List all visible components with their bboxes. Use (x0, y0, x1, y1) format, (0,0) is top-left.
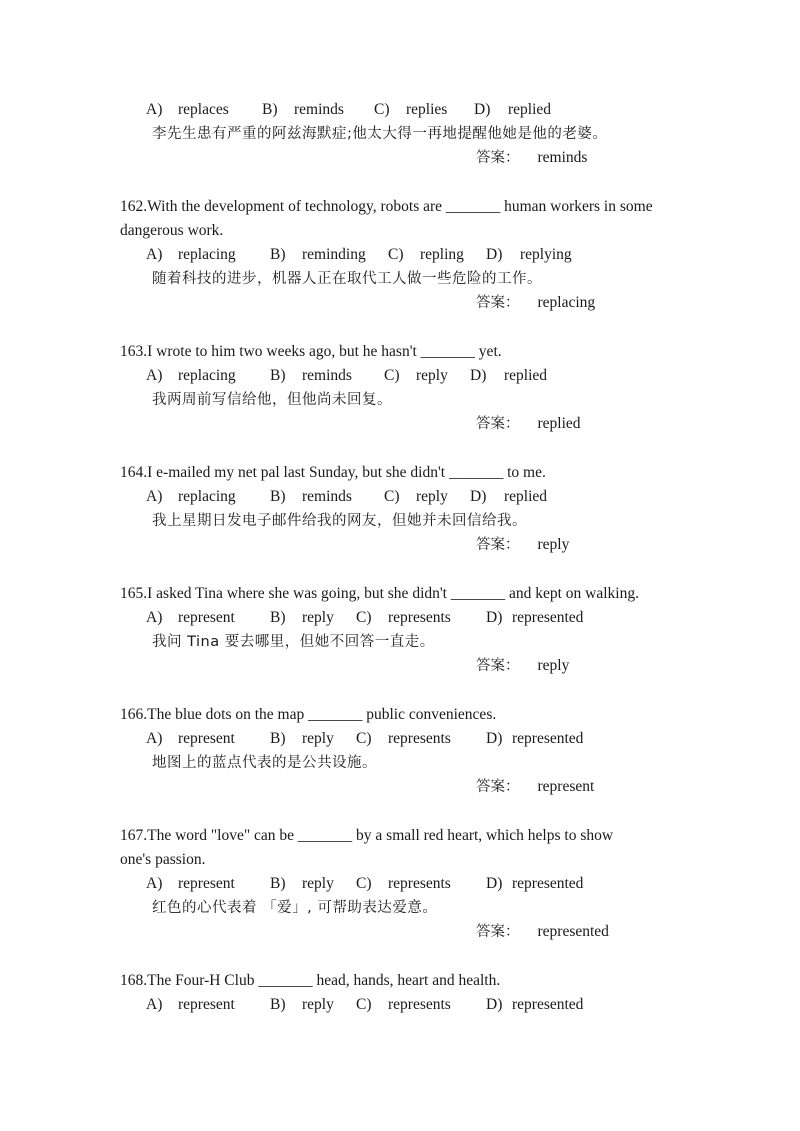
option-letter: B) (270, 488, 286, 505)
answer-line (476, 293, 595, 313)
answer-value: reply (537, 657, 570, 674)
option-letter: D) (486, 730, 503, 747)
question-text: 167.The word "love" can be _______ by a small red heart, which helps to show (120, 827, 614, 844)
answer-value: replied (537, 415, 581, 432)
option-letter: D) (474, 101, 491, 118)
option-text: represents (388, 875, 451, 892)
answer-value: replacing (537, 294, 596, 311)
option-text: replied (504, 367, 548, 384)
answer-line (476, 922, 609, 942)
translation: 我两周前写信给他，但他尚未回复。 (152, 392, 392, 408)
option-text: represent (178, 609, 235, 626)
answer-value: represent (537, 778, 595, 795)
option-text: represented (512, 730, 584, 747)
option-letter: D) (470, 488, 487, 505)
option-text: represented (512, 996, 584, 1013)
option-text: reply (416, 488, 448, 505)
option-letter: C) (374, 101, 390, 118)
option-letter: C) (388, 246, 404, 263)
answer-line (476, 414, 581, 434)
option-text: represents (388, 996, 451, 1013)
option-text: represent (178, 730, 235, 747)
option-text: reply (302, 730, 334, 747)
answer-label: 答案： (476, 150, 520, 166)
answer-label: 答案： (476, 779, 520, 795)
option-letter: D) (486, 609, 503, 626)
option-letter: C) (356, 609, 372, 626)
options-row (146, 100, 551, 120)
option-text: represented (512, 875, 584, 892)
option-text: reminds (302, 488, 352, 505)
option-letter: A) (146, 488, 163, 505)
answer-line (476, 656, 569, 676)
option-letter: A) (146, 609, 163, 626)
translation: 李先生患有严重的阿兹海默症;他太大得一再地提醒他她是他的老婆。 (152, 126, 608, 142)
option-text: reply (302, 609, 334, 626)
option-letter: A) (146, 730, 163, 747)
options-row (146, 245, 572, 265)
option-letter: A) (146, 367, 163, 384)
question-text: 164.I e-mailed my net pal last Sunday, but she didn't _______ to me. (120, 464, 546, 481)
answer-value: represented (537, 923, 609, 940)
option-letter: B) (270, 367, 286, 384)
option-letter: C) (384, 367, 400, 384)
option-letter: D) (486, 996, 503, 1013)
translation: 红色的心代表着 「爱」, 可帮助表达爱意。 (152, 900, 438, 916)
question-text: 166.The blue dots on the map _______ public conveniences. (120, 706, 497, 723)
answer-line (476, 535, 569, 555)
option-letter: C) (356, 730, 372, 747)
option-letter: A) (146, 996, 163, 1013)
option-letter: B) (270, 730, 286, 747)
option-letter: D) (486, 875, 503, 892)
answer-label: 答案： (476, 416, 520, 432)
option-text: replies (406, 101, 448, 118)
option-text: reply (302, 875, 334, 892)
translation: 地图上的蓝点代表的是公共设施。 (152, 755, 377, 771)
option-text: represents (388, 609, 451, 626)
option-letter: B) (270, 875, 286, 892)
options-row (146, 874, 583, 894)
question-text: 168.The Four-H Club _______ head, hands, heart and health. (120, 972, 501, 989)
options-row (146, 487, 547, 507)
option-letter: D) (486, 246, 503, 263)
option-text: replied (508, 101, 552, 118)
answer-line (476, 148, 587, 168)
option-letter: A) (146, 875, 163, 892)
question-text: dangerous work. (120, 222, 224, 239)
option-text: represent (178, 875, 235, 892)
option-letter: C) (384, 488, 400, 505)
option-text: reminding (302, 246, 366, 263)
options-row (146, 366, 547, 386)
answer-label: 答案： (476, 537, 520, 553)
option-letter: A) (146, 101, 163, 118)
answer-label: 答案： (476, 924, 520, 940)
option-letter: B) (270, 246, 286, 263)
question-text: 163.I wrote to him two weeks ago, but he hasn't _______ yet. (120, 343, 502, 360)
option-text: replaces (178, 101, 229, 118)
translation: 随着科技的进步，机器人正在取代工人做一些危险的工作。 (152, 271, 542, 287)
answer-value: reply (537, 536, 570, 553)
options-row (146, 608, 583, 628)
option-text: represented (512, 609, 584, 626)
option-letter: D) (470, 367, 487, 384)
option-text: replacing (178, 246, 236, 263)
option-letter: B) (270, 609, 286, 626)
option-text: replied (504, 488, 548, 505)
option-text: reply (416, 367, 448, 384)
question-text: 162.With the development of technology, robots are _______ human workers in some (120, 198, 653, 215)
translation: 我问 Tina 要去哪里，但她不回答一直走。 (152, 634, 435, 650)
question-text: 165.I asked Tina where she was going, but she didn't _______ and kept on walking. (120, 585, 639, 602)
option-letter: B) (270, 996, 286, 1013)
option-text: replying (520, 246, 572, 263)
option-text: reply (302, 996, 334, 1013)
option-text: replacing (178, 488, 236, 505)
answer-label: 答案： (476, 295, 520, 311)
option-text: replacing (178, 367, 236, 384)
options-row (146, 995, 583, 1015)
option-letter: A) (146, 246, 163, 263)
question-text: one's passion. (120, 851, 206, 868)
options-row (146, 729, 583, 749)
option-letter: C) (356, 875, 372, 892)
option-letter: C) (356, 996, 372, 1013)
option-text: reminds (302, 367, 352, 384)
translation: 我上星期日发电子邮件给我的网友，但她并未回信给我。 (152, 513, 527, 529)
option-text: repling (420, 246, 464, 263)
answer-line (476, 777, 594, 797)
option-text: reminds (294, 101, 344, 118)
option-text: represent (178, 996, 235, 1013)
answer-label: 答案： (476, 658, 520, 674)
option-text: represents (388, 730, 451, 747)
option-letter: B) (262, 101, 278, 118)
answer-value: reminds (537, 149, 588, 166)
